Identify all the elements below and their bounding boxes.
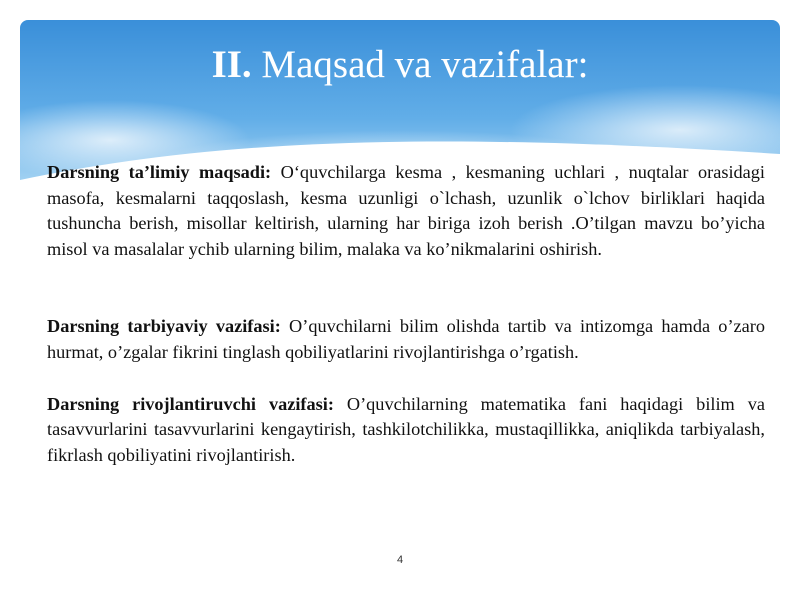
educational-goal-paragraph bbox=[47, 160, 765, 262]
slide-body bbox=[47, 160, 765, 468]
spacer bbox=[47, 262, 765, 314]
paragraph-text: O’quvchilarning matematika fani haqidagi bilim va tasavvurlarini tasavvurlarini kengaytirish, tashkilotchilikka, mustaqillikka, aniqlikda tarbiyalash, fikrlash qobiliyatini rivojlantirish. bbox=[47, 393, 765, 465]
title-text: Maqsad va vazifalar: bbox=[251, 43, 589, 86]
paragraph-text: O‘quvchilarga kesma , kesmaning uchlari , nuqtalar orasidagi masofa, kesmalarni taqqoslash, kesma uzunligi o`lchash, uzunlik o`lchov birliklari haqida tushuncha berish, misollar keltirish, ularning har biriga izoh berish .O’tilgan mavzu bo’yicha misol va masalalar ychib ularning bilim, malaka va ko’nikmalarini oshirish. bbox=[47, 162, 766, 259]
spacer bbox=[47, 366, 765, 392]
upbringing-task-paragraph bbox=[47, 314, 765, 365]
paragraph-label: Darsning ta’limiy maqsadi: bbox=[47, 162, 281, 182]
page-number: 4 bbox=[396, 554, 404, 566]
paragraph-label: Darsning rivojlantiruvchi vazifasi: bbox=[47, 393, 334, 414]
title-number: II. bbox=[211, 43, 252, 86]
developmental-task-paragraph bbox=[47, 392, 765, 469]
paragraph-text: O’quvchilarni bilim olishda tartib va intizomga hamda o’zaro hurmat, o’zgalar fikrini tinglash qobiliyatlarini rivojlantirishga o’rgatish. bbox=[47, 316, 765, 362]
slide-title bbox=[20, 44, 780, 87]
paragraph-label: Darsning tarbiyaviy vazifasi: bbox=[47, 316, 281, 337]
